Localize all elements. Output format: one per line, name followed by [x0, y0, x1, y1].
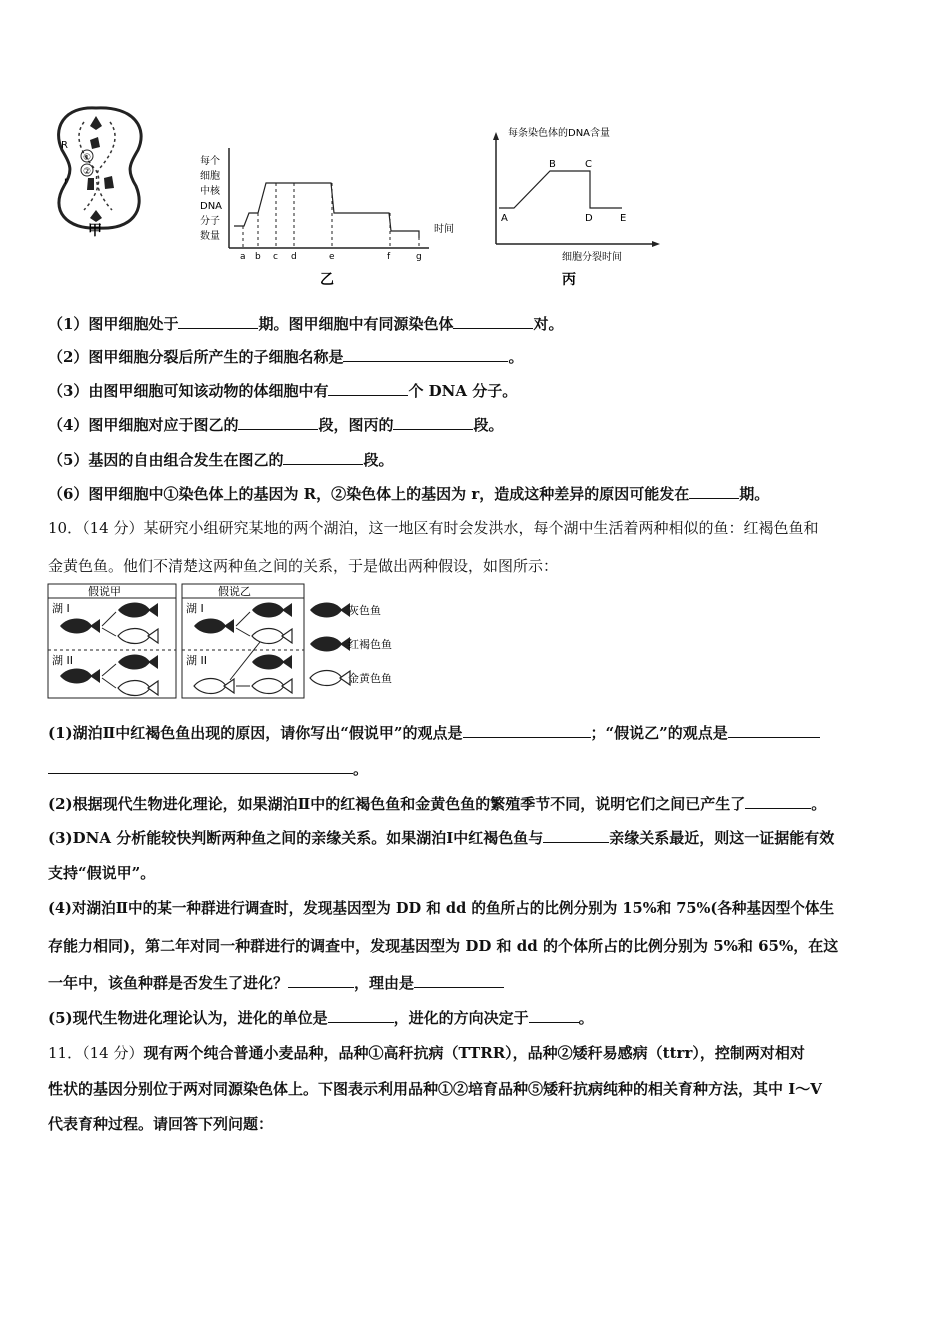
yi-tick-d: d [291, 252, 297, 262]
q10-part-4: (4)对湖泊Ⅱ中的某一种群进行调查时，发现基因型为 DD 和 dd 的鱼所占的比例分别为 15%和 75%(各种基因型个体生 [48, 900, 835, 917]
q10-part-3-cont: 支持“假说甲”。 [48, 864, 156, 882]
answer-blank[interactable] [288, 973, 354, 988]
caption-bing: 丙 [562, 272, 576, 288]
hypothesis-a-title: 假说甲 [88, 585, 121, 598]
bing-ylabel: 每条染色体的DNA含量 [508, 128, 611, 139]
label-r: r [64, 176, 69, 187]
q9-item-3: （3）由图甲细胞可知该动物的体细胞中有 个 DNA 分子。 [48, 382, 518, 400]
answer-blank[interactable] [529, 1008, 579, 1023]
figure-bing [493, 126, 660, 288]
lake-2-label-a: 湖 II [52, 654, 73, 667]
q10-part-1: (1)湖泊Ⅱ中红褐色鱼出现的原因，请你写出“假说甲”的观点是 ；“假说乙”的观点是 [48, 722, 820, 743]
yi-tick-e: e [329, 252, 335, 262]
lake-2-label-b: 湖 II [186, 654, 207, 667]
q11-stem-line3: 代表育种过程。请回答下列问题： [48, 1115, 274, 1133]
yi-ylabel-1: 每个 [200, 156, 220, 167]
yi-tick-a: a [240, 252, 246, 262]
yi-tick-b: b [255, 252, 261, 262]
q9-item-2: （2）图甲细胞分裂后所产生的子细胞名称是 。 [48, 348, 524, 366]
yi-tick-f: f [387, 252, 391, 262]
yi-ylabel-3: 中核 [200, 186, 220, 197]
q10-part-4-cont2: 一年中，该鱼种群是否发生了进化？ ，理由是 [48, 972, 504, 993]
legend-golden-fish: 金黄色鱼 [348, 672, 392, 685]
answer-blank[interactable] [343, 347, 508, 362]
q9-item-5: （5）基因的自由组合发生在图乙的 段。 [48, 451, 394, 469]
q9-item-6: （6）图甲细胞中①染色体上的基因为 R，②染色体上的基因为 r，造成这种差异的原因可能发在 期。 [48, 485, 770, 503]
answer-blank[interactable] [393, 415, 473, 430]
q10-part-5: (5)现代生物进化理论认为，进化的单位是 ，进化的方向决定于 。 [48, 1009, 594, 1027]
lake-1-label-b: 湖 I [186, 602, 204, 615]
bing-point-E: E [620, 213, 627, 224]
label-R: R [61, 140, 68, 151]
q10-part-3: (3)DNA 分析能较快判断两种鱼之间的亲缘关系。如果湖泊Ⅰ中红褐色鱼与 亲缘关系最近，则这一证据能有效 [48, 829, 835, 847]
q10-number: 10．（14 分） [48, 519, 144, 537]
q10-part-4-cont1: 存能力相同)，第二年对同一种群进行的调查中，发现基因型为 DD 和 dd 的个体所占的比例分别为 5%和 65%，在这 [48, 937, 839, 955]
answer-blank[interactable] [745, 794, 811, 809]
bing-point-B: B [549, 159, 556, 170]
answer-blank[interactable] [283, 450, 363, 465]
answer-blank[interactable] [178, 314, 258, 329]
q9-item-4: （4）图甲细胞对应于图乙的 段，图丙的 段。 [48, 416, 504, 434]
figure-yi [200, 148, 454, 288]
lake-1-label-a: 湖 I [52, 602, 70, 615]
yi-ylabel-2: 细胞 [200, 171, 220, 182]
q10-stem-line1: 10．（14 分）某研究小组研究某地的两个湖泊，这一地区有时会发洪水，每个湖中生活着两种相似的鱼：红褐色鱼和 [48, 519, 819, 537]
q10-part-2: (2)根据现代生物进化理论，如果湖泊Ⅱ中的红褐色鱼和金黄色鱼的繁殖季节不同，说明它们之间已产生了 。 [48, 795, 827, 813]
answer-blank[interactable] [328, 1008, 394, 1023]
q9-item-1: （1）图甲细胞处于 期。图甲细胞中有同源染色体 对。 [48, 315, 564, 333]
q11-stem-line2: 性状的基因分别位于两对同源染色体上。下图表示利用品种①②培育品种⑤矮秆抗病纯种的相关育种方法，其中 I～V [48, 1080, 822, 1098]
legend-gray-fish: 灰色鱼 [348, 604, 381, 617]
legend [310, 603, 392, 686]
label-circle-1: ① [83, 153, 92, 163]
yi-xlabel: 时间 [434, 224, 454, 235]
answer-blank[interactable] [543, 828, 609, 843]
hypothesis-b-box [182, 584, 304, 698]
answer-blank[interactable] [728, 723, 820, 738]
answer-blank[interactable] [453, 314, 533, 329]
answer-blank[interactable] [48, 759, 353, 774]
figure-hypotheses [46, 582, 416, 702]
bing-point-D: D [585, 213, 593, 224]
q11-stem-line1: 11．（14 分）现有两个纯合普通小麦品种，品种①高秆抗病（TTRR），品种②矮秆易感病（ttrr），控制两对相对 [48, 1044, 805, 1062]
q11-number: 11．（14 分） [48, 1044, 144, 1062]
q10-part-1-cont: 。 [48, 758, 368, 779]
bing-point-A: A [501, 213, 508, 224]
caption-yi: 乙 [320, 272, 334, 288]
caption-jia: 甲 [88, 223, 102, 239]
hypothesis-a-box [48, 584, 176, 698]
answer-blank[interactable] [328, 381, 408, 396]
yi-ylabel-4: DNA [200, 201, 223, 212]
yi-ylabel-5: 分子 [200, 216, 220, 227]
figure-cell-division [44, 98, 664, 290]
q10-stem-line2: 金黄色鱼。他们不清楚这两种鱼之间的关系，于是做出两种假设，如图所示： [48, 557, 559, 575]
bing-xlabel: 细胞分裂时间 [562, 252, 622, 263]
yi-tick-c: c [273, 252, 278, 262]
hypothesis-b-title: 假说乙 [218, 585, 251, 598]
legend-reddish-fish: 红褐色鱼 [348, 638, 392, 651]
figure-jia [59, 108, 142, 239]
answer-blank[interactable] [689, 484, 739, 499]
answer-blank[interactable] [238, 415, 318, 430]
bing-point-C: C [585, 159, 592, 170]
yi-tick-g: g [416, 252, 422, 262]
yi-ylabel-6: 数量 [200, 231, 220, 242]
label-circle-2: ② [83, 167, 92, 177]
answer-blank[interactable] [463, 723, 591, 738]
answer-blank[interactable] [414, 973, 504, 988]
